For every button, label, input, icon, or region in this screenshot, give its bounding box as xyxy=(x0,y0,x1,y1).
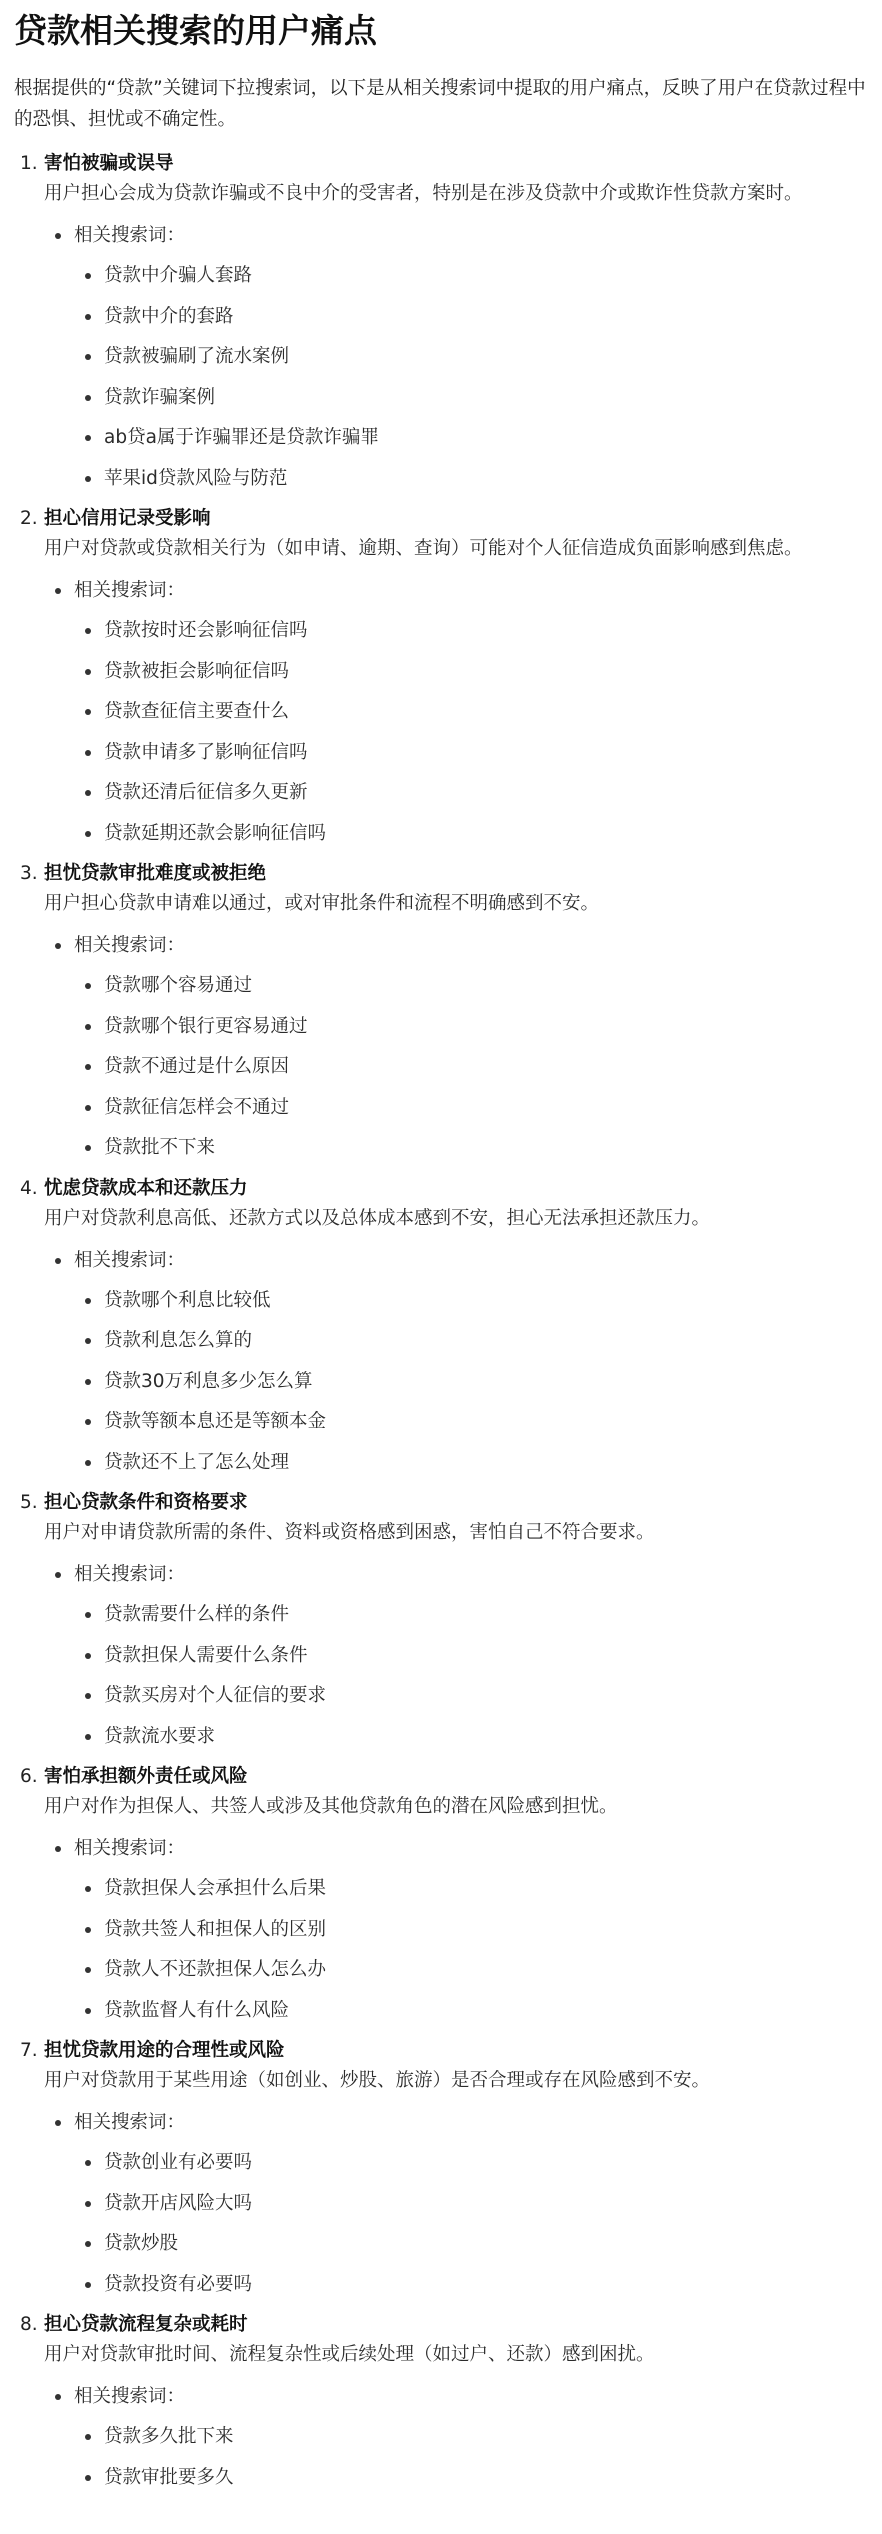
bullet-dot-icon xyxy=(55,233,61,239)
pain-point-title: 忧虑贷款成本和还款压力 xyxy=(44,1177,248,1199)
keyword-item xyxy=(104,697,882,727)
related-searches-block xyxy=(44,2108,882,2300)
bullet-dot-icon xyxy=(85,1338,91,1344)
related-searches-label-text: 相关搜索词： xyxy=(74,225,186,246)
keyword-text: 苹果id贷款风险与防范 xyxy=(104,467,288,489)
related-searches-block xyxy=(44,1560,882,1752)
keyword-item xyxy=(104,1681,882,1711)
bullet-dot-icon xyxy=(55,1846,61,1852)
keyword-item xyxy=(104,2463,882,2493)
pain-point-description: 用户对贷款利息高低、还款方式以及总体成本感到不安，担心无法承担还款压力。 xyxy=(44,1207,711,1229)
bullet-dot-icon xyxy=(85,2160,91,2166)
pain-point-title: 担心贷款条件和资格要求 xyxy=(44,1492,248,1513)
keyword-text: 贷款延期还款会影响征信吗 xyxy=(104,822,327,844)
related-searches-label-text: 相关搜索词： xyxy=(74,1249,186,1271)
keyword-item xyxy=(104,1326,882,1356)
pain-point-number: 1. xyxy=(20,153,38,174)
keyword-item xyxy=(104,1874,882,1904)
related-searches-label-text: 相关搜索词： xyxy=(74,2112,186,2133)
bullet-dot-icon xyxy=(85,831,91,837)
bullet-dot-icon xyxy=(55,1572,61,1578)
bullet-dot-icon xyxy=(85,2201,91,2207)
keyword-text: 贷款30万利息多少怎么算 xyxy=(104,1370,313,1392)
keyword-item xyxy=(104,261,882,291)
keyword-item xyxy=(104,657,882,687)
keyword-item xyxy=(104,342,882,372)
keyword-text: 贷款被骗刷了流水案例 xyxy=(104,346,290,367)
bullet-dot-icon xyxy=(85,2241,91,2247)
bullet-dot-icon xyxy=(85,628,91,634)
keyword-text: 贷款审批要多久 xyxy=(104,2466,234,2488)
keyword-item xyxy=(104,2148,882,2178)
keyword-text: 贷款需要什么样的条件 xyxy=(104,1604,290,1625)
bullet-dot-icon xyxy=(85,476,91,482)
pain-point-item xyxy=(14,2036,882,2300)
keyword-list xyxy=(74,1286,882,1478)
keyword-text: 贷款多久批下来 xyxy=(104,2426,234,2447)
keyword-item xyxy=(104,1407,882,1437)
bullet-dot-icon xyxy=(85,2282,91,2288)
keyword-text: 贷款炒股 xyxy=(104,2233,179,2254)
keyword-item xyxy=(104,778,882,808)
related-searches-label xyxy=(74,1834,882,1864)
pain-point-number: 6. xyxy=(20,1766,38,1787)
keyword-item xyxy=(104,819,882,849)
related-searches-block xyxy=(44,1246,882,1478)
pain-point-number: 4. xyxy=(20,1177,38,1199)
keyword-text: 贷款按时还会影响征信吗 xyxy=(104,620,308,641)
keyword-item xyxy=(104,1915,882,1945)
pain-point-number: 8. xyxy=(20,2314,38,2335)
keyword-item xyxy=(104,464,882,494)
related-searches-label xyxy=(74,576,882,606)
keyword-item xyxy=(104,2422,882,2452)
bullet-dot-icon xyxy=(85,1024,91,1030)
keyword-text: 贷款利息怎么算的 xyxy=(104,1330,253,1351)
keyword-text: 贷款查征信主要查什么 xyxy=(104,701,290,722)
bullet-dot-icon xyxy=(85,1927,91,1933)
keyword-text: 贷款哪个容易通过 xyxy=(104,975,253,996)
keyword-item xyxy=(104,1093,882,1123)
pain-point-description: 用户担心贷款申请难以通过，或对审批条件和流程不明确感到不安。 xyxy=(44,893,600,914)
pain-point-item xyxy=(14,1488,882,1752)
keyword-text: 贷款担保人需要什么条件 xyxy=(104,1644,308,1666)
bullet-dot-icon xyxy=(85,669,91,675)
keyword-text: 贷款诈骗案例 xyxy=(104,386,216,408)
intro-paragraph: 根据提供的“贷款”关键词下拉搜索词，以下是从相关搜索词中提取的用户痛点，反映了用户在贷款过程中的恐惧、担忧或不确定性。 xyxy=(14,78,866,130)
related-searches-label-text: 相关搜索词： xyxy=(74,935,186,956)
bullet-dot-icon xyxy=(85,1693,91,1699)
bullet-dot-icon xyxy=(85,1653,91,1659)
bullet-dot-icon xyxy=(85,1967,91,1973)
bullet-dot-icon xyxy=(85,1145,91,1151)
pain-point-list xyxy=(14,149,882,2493)
bullet-dot-icon xyxy=(85,1419,91,1425)
pain-point-title: 害怕承担额外责任或风险 xyxy=(44,1766,248,1787)
keyword-text: 贷款征信怎样会不通过 xyxy=(104,1096,290,1118)
keyword-item xyxy=(104,423,882,453)
keyword-item xyxy=(104,738,882,768)
bullet-dot-icon xyxy=(85,2475,91,2481)
keyword-text: 贷款中介骗人套路 xyxy=(104,265,253,286)
keyword-list xyxy=(74,971,882,1163)
keyword-list xyxy=(74,2148,882,2300)
keyword-item xyxy=(104,383,882,413)
keyword-text: 贷款担保人会承担什么后果 xyxy=(104,1878,327,1899)
bullet-dot-icon xyxy=(85,1105,91,1111)
bullet-dot-icon xyxy=(85,1064,91,1070)
bullet-dot-icon xyxy=(85,354,91,360)
keyword-list xyxy=(74,616,882,849)
bullet-dot-icon xyxy=(85,435,91,441)
related-searches-label xyxy=(74,931,882,961)
bullet-dot-icon xyxy=(85,1734,91,1740)
keyword-item xyxy=(104,1052,882,1082)
keyword-text: 贷款人不还款担保人怎么办 xyxy=(104,1959,327,1980)
related-searches-label-text: 相关搜索词： xyxy=(74,2386,186,2407)
keyword-list xyxy=(74,1600,882,1752)
pain-point-title: 担心信用记录受影响 xyxy=(44,508,211,529)
keyword-text: 贷款不通过是什么原因 xyxy=(104,1056,290,1077)
bullet-dot-icon xyxy=(85,2434,91,2440)
bullet-dot-icon xyxy=(85,790,91,796)
keyword-text: 贷款投资有必要吗 xyxy=(104,2273,253,2295)
related-searches-label xyxy=(74,2108,882,2138)
keyword-item xyxy=(104,1600,882,1630)
keyword-text: 贷款被拒会影响征信吗 xyxy=(104,660,290,682)
keyword-item xyxy=(104,1955,882,1985)
page-title: 贷款相关搜索的用户痛点 xyxy=(14,11,377,50)
pain-point-item xyxy=(14,504,882,849)
related-searches-label-text: 相关搜索词： xyxy=(74,1838,186,1859)
pain-point-number: 3. xyxy=(20,863,38,884)
pain-point-number: 7. xyxy=(20,2040,38,2061)
keyword-item xyxy=(104,616,882,646)
pain-point-title: 担心贷款流程复杂或耗时 xyxy=(44,2314,248,2335)
keyword-list xyxy=(74,2422,882,2493)
bullet-dot-icon xyxy=(85,314,91,320)
bullet-dot-icon xyxy=(85,1298,91,1304)
related-searches-block xyxy=(44,221,882,494)
keyword-item xyxy=(104,1448,882,1478)
keyword-item xyxy=(104,302,882,332)
related-searches-label xyxy=(74,2382,882,2412)
bullet-dot-icon xyxy=(85,2008,91,2014)
keyword-text: 贷款哪个利息比较低 xyxy=(104,1289,271,1311)
related-searches-block xyxy=(44,931,882,1163)
pain-point-number: 2. xyxy=(20,508,38,529)
keyword-text: 贷款还不上了怎么处理 xyxy=(104,1451,290,1473)
pain-point-title: 担忧贷款审批难度或被拒绝 xyxy=(44,863,267,884)
related-searches-block xyxy=(44,576,882,849)
bullet-dot-icon xyxy=(55,2394,61,2400)
pain-point-item xyxy=(14,149,882,494)
keyword-text: 贷款开店风险大吗 xyxy=(104,2192,253,2214)
keyword-text: 贷款买房对个人征信的要求 xyxy=(104,1685,327,1706)
pain-point-description: 用户对贷款审批时间、流程复杂性或后续处理（如过户、还款）感到困扰。 xyxy=(44,2344,655,2365)
keyword-item xyxy=(104,1012,882,1042)
bullet-dot-icon xyxy=(85,1379,91,1385)
keyword-item xyxy=(104,1996,882,2026)
keyword-list xyxy=(74,261,882,494)
pain-point-item xyxy=(14,1174,882,1478)
related-searches-label xyxy=(74,1560,882,1590)
bullet-dot-icon xyxy=(55,943,61,949)
keyword-text: 贷款共签人和担保人的区别 xyxy=(104,1918,327,1940)
keyword-list xyxy=(74,1874,882,2026)
pain-point-description: 用户对贷款用于某些用途（如创业、炒股、旅游）是否合理或存在风险感到不安。 xyxy=(44,2070,711,2091)
pain-point-description: 用户对作为担保人、共签人或涉及其他贷款角色的潜在风险感到担忧。 xyxy=(44,1796,618,1817)
related-searches-label xyxy=(74,1246,882,1276)
keyword-text: 贷款申请多了影响征信吗 xyxy=(104,741,308,763)
keyword-text: 贷款创业有必要吗 xyxy=(104,2152,253,2173)
keyword-item xyxy=(104,1641,882,1671)
keyword-item xyxy=(104,2189,882,2219)
related-searches-label-text: 相关搜索词： xyxy=(74,580,186,601)
pain-point-description: 用户担心会成为贷款诈骗或不良中介的受害者，特别是在涉及贷款中介或欺诈性贷款方案时。 xyxy=(44,183,803,204)
bullet-dot-icon xyxy=(55,1258,61,1264)
keyword-text: 贷款监督人有什么风险 xyxy=(104,1999,290,2021)
keyword-item xyxy=(104,971,882,1001)
pain-point-description: 用户对申请贷款所需的条件、资料或资格感到困惑，害怕自己不符合要求。 xyxy=(44,1522,655,1543)
related-searches-label-text: 相关搜索词： xyxy=(74,1564,186,1585)
keyword-text: 贷款中介的套路 xyxy=(104,305,234,327)
bullet-dot-icon xyxy=(55,588,61,594)
pain-point-title: 害怕被骗或误导 xyxy=(44,153,174,174)
keyword-item xyxy=(104,2270,882,2300)
bullet-dot-icon xyxy=(85,750,91,756)
bullet-dot-icon xyxy=(85,1460,91,1466)
related-searches-block xyxy=(44,2382,882,2493)
keyword-text: ab贷a属于诈骗罪还是贷款诈骗罪 xyxy=(104,427,379,448)
bullet-dot-icon xyxy=(85,395,91,401)
keyword-text: 贷款流水要求 xyxy=(104,1725,216,1747)
pain-point-description: 用户对贷款或贷款相关行为（如申请、逾期、查询）可能对个人征信造成负面影响感到焦虑。 xyxy=(44,538,803,559)
bullet-dot-icon xyxy=(85,1612,91,1618)
pain-point-number: 5. xyxy=(20,1492,38,1513)
related-searches-label xyxy=(74,221,882,251)
keyword-item xyxy=(104,1286,882,1316)
bullet-dot-icon xyxy=(85,709,91,715)
keyword-item xyxy=(104,1722,882,1752)
pain-point-item xyxy=(14,2310,882,2493)
bullet-dot-icon xyxy=(85,983,91,989)
keyword-text: 贷款还清后征信多久更新 xyxy=(104,782,308,803)
bullet-dot-icon xyxy=(85,273,91,279)
bullet-dot-icon xyxy=(55,2120,61,2126)
keyword-item xyxy=(104,1133,882,1163)
pain-point-item xyxy=(14,859,882,1163)
keyword-text: 贷款批不下来 xyxy=(104,1137,216,1158)
keyword-text: 贷款等额本息还是等额本金 xyxy=(104,1411,327,1432)
keyword-text: 贷款哪个银行更容易通过 xyxy=(104,1015,308,1037)
bullet-dot-icon xyxy=(85,1886,91,1892)
pain-point-title: 担忧贷款用途的合理性或风险 xyxy=(44,2040,285,2061)
pain-point-item xyxy=(14,1762,882,2026)
keyword-item xyxy=(104,2229,882,2259)
related-searches-block xyxy=(44,1834,882,2026)
keyword-item xyxy=(104,1367,882,1397)
